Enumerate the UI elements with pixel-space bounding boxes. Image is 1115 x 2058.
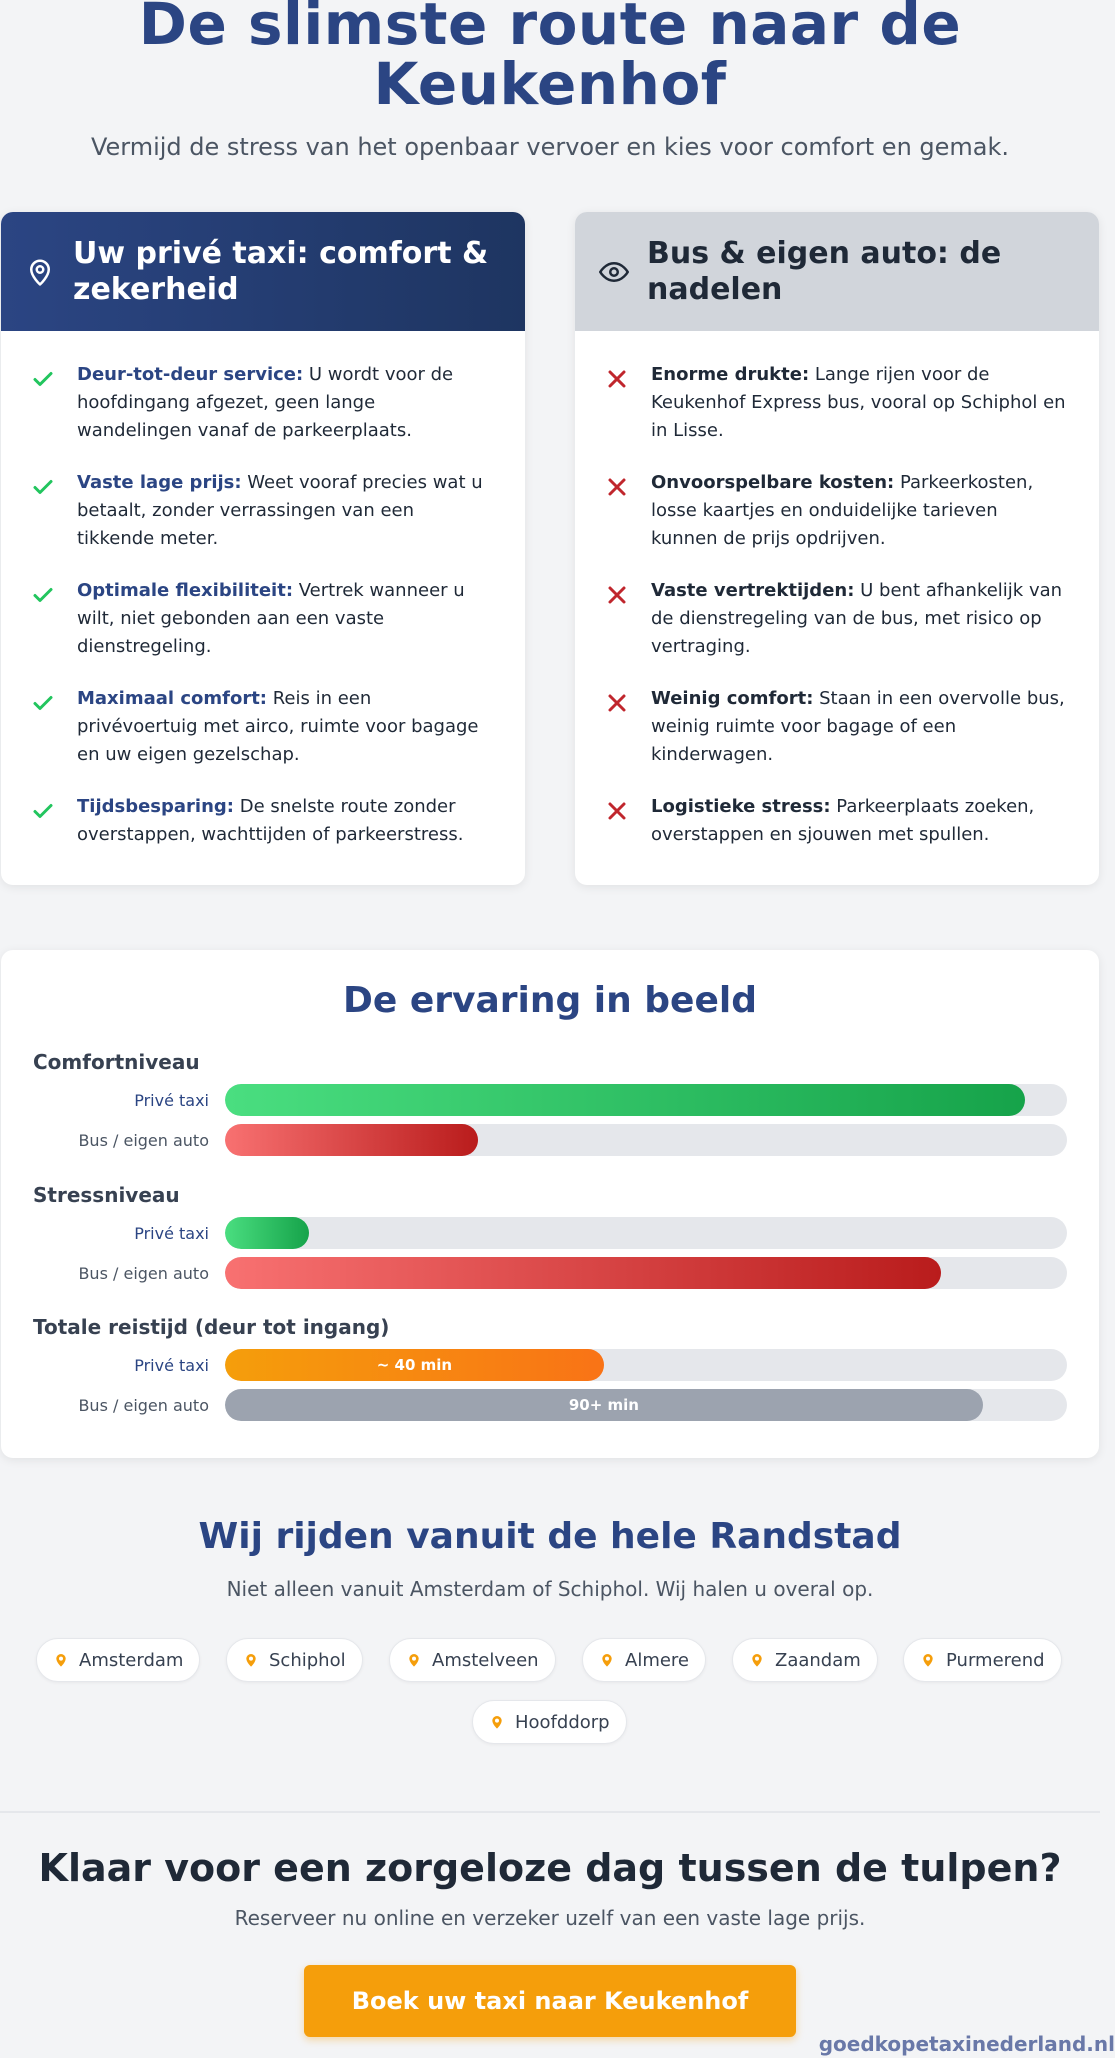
bar-fill-bus: 90+ min <box>225 1389 983 1421</box>
city-chip <box>903 1638 1062 1682</box>
location-pin-icon <box>489 1714 505 1730</box>
metric-group <box>33 1315 1067 1421</box>
list-item-text <box>77 469 495 553</box>
bar-track <box>225 1217 1067 1249</box>
bar-label: Bus / eigen auto <box>78 1130 209 1150</box>
list-item-description: Staan in een overvolle bus, weinig ruimte voor bagage of een kinderwagen. <box>651 688 1065 765</box>
comparison-cards <box>1 212 1099 885</box>
page-title <box>0 0 1100 118</box>
bar-track <box>225 1084 1067 1116</box>
watermark: goedkopetaxinederland.nl <box>818 2032 1115 2056</box>
list-item-text <box>77 793 495 849</box>
city-chip <box>36 1638 200 1682</box>
list-item-text <box>651 577 1069 661</box>
city-name: Almere <box>625 1649 690 1671</box>
eye-icon <box>599 257 629 287</box>
list-item-heading: Optimale flexibiliteit: <box>77 580 294 601</box>
location-pin-icon <box>920 1652 936 1668</box>
list-item-heading: Logistieke stress: <box>651 796 831 817</box>
city-name: Purmerend <box>946 1649 1045 1671</box>
list-item-heading: Maximaal comfort: <box>77 688 267 709</box>
bar-label: Privé taxi <box>134 1223 209 1243</box>
bus-card-header <box>575 212 1099 331</box>
bar-track <box>225 1257 1067 1289</box>
checkmark-icon <box>31 367 55 391</box>
checkmark-icon <box>31 691 55 715</box>
list-item-description: Reis in een privévoertuig met airco, ruimte voor bagage en uw eigen gezelschap. <box>77 688 479 765</box>
bar-fill-taxi: ~ 40 min <box>225 1349 604 1381</box>
taxi-benefits-list <box>1 331 525 849</box>
bar-fill-taxi <box>225 1217 309 1249</box>
experience-panel <box>1 950 1099 1458</box>
city-chip <box>226 1638 363 1682</box>
bar-row-taxi <box>33 1217 1067 1249</box>
checkmark-icon <box>31 475 55 499</box>
list-item-description: Lange rijen voor de Keukenhof Express bus, vooral op Schiphol en in Lisse. <box>651 364 1066 441</box>
city-name: Zaandam <box>775 1649 861 1671</box>
bar-track <box>225 1349 1067 1381</box>
book-taxi-button[interactable]: Boek uw taxi naar Keukenhof <box>304 1965 796 2037</box>
list-item-description: De snelste route zonder overstappen, wachttijden of parkeerstress. <box>77 796 464 845</box>
metric-group <box>33 1183 1067 1289</box>
cross-icon <box>605 367 629 391</box>
metric-title: Totale reistijd (deur tot ingang) <box>33 1315 390 1339</box>
list-item-text <box>651 685 1069 769</box>
page-subtitle: Vermijd de stress van het openbaar vervoer en kies voor comfort en gemak. <box>90 133 1010 161</box>
cross-icon <box>605 475 629 499</box>
list-item-text <box>651 793 1069 849</box>
city-chip <box>472 1700 627 1744</box>
list-item-description: Parkeerplaats zoeken, overstappen en sjouwen met spullen. <box>651 796 1035 845</box>
bar-row-taxi <box>33 1349 1067 1381</box>
list-item-heading: Onvoorspelbare kosten: <box>651 472 895 493</box>
list-item <box>31 361 495 445</box>
list-item-description: U bent afhankelijk van de dienstregeling van de bus, met risico op vertraging. <box>651 580 1063 657</box>
bus-drawbacks-list <box>575 331 1099 849</box>
list-item-text <box>77 685 495 769</box>
bar-label: Privé taxi <box>134 1090 209 1110</box>
regions-subtitle: Niet alleen vanuit Amsterdam of Schiphol. Wij halen u overal op. <box>226 1577 874 1601</box>
checkmark-icon <box>31 583 55 607</box>
location-pin-icon <box>599 1652 615 1668</box>
list-item-heading: Enorme drukte: <box>651 364 810 385</box>
bar-label: Bus / eigen auto <box>78 1263 209 1283</box>
bar-track <box>225 1124 1067 1156</box>
list-item <box>605 469 1069 553</box>
bar-fill-bus <box>225 1124 478 1156</box>
location-pin-icon <box>53 1652 69 1668</box>
list-item-heading: Vaste lage prijs: <box>77 472 242 493</box>
bar-row-bus <box>33 1124 1067 1156</box>
location-pin-icon <box>406 1652 422 1668</box>
location-pin-icon <box>25 257 55 287</box>
city-name: Hoofddorp <box>515 1711 610 1733</box>
city-chip <box>389 1638 556 1682</box>
section-divider <box>0 1811 1100 1813</box>
list-item <box>605 793 1069 849</box>
taxi-card <box>1 212 525 885</box>
cross-icon <box>605 583 629 607</box>
list-item-heading: Weinig comfort: <box>651 688 814 709</box>
bar-row-bus <box>33 1389 1067 1421</box>
city-name: Amstelveen <box>432 1649 539 1671</box>
regions-title: Wij rijden vanuit de hele Randstad <box>198 1516 902 1557</box>
cta-title: Klaar voor een zorgeloze dag tussen de tulpen? <box>38 1846 1062 1890</box>
page-title-line1: De slimste route naar de <box>138 0 962 58</box>
metric-title: Comfortniveau <box>33 1050 200 1074</box>
location-pin-icon <box>243 1652 259 1668</box>
bar-label: Bus / eigen auto <box>78 1395 209 1415</box>
bus-card <box>575 212 1099 885</box>
list-item <box>605 685 1069 769</box>
checkmark-icon <box>31 799 55 823</box>
cta-subtitle: Reserveer nu online en verzeker uzelf van een vaste lage prijs. <box>234 1906 866 1930</box>
bar-fill-taxi <box>225 1084 1025 1116</box>
regions-section <box>0 1516 1100 1601</box>
list-item-description: Parkeerkosten, losse kaartjes en onduidelijke tarieven kunnen de prijs opdrijven. <box>651 472 1034 549</box>
taxi-card-header <box>1 212 525 331</box>
list-item-heading: Deur-tot-deur service: <box>77 364 304 385</box>
list-item-description: Weet vooraf precies wat u betaalt, zonder verrassingen van een tikkende meter. <box>77 472 483 549</box>
list-item-text <box>651 469 1069 553</box>
list-item <box>605 577 1069 661</box>
list-item <box>31 577 495 661</box>
cta-section <box>0 1846 1100 1930</box>
list-item <box>31 793 495 849</box>
bus-card-title: Bus & eigen auto: de nadelen <box>647 235 1002 307</box>
hero-section <box>0 0 1100 161</box>
experience-title: De ervaring in beeld <box>343 980 757 1021</box>
list-item-heading: Tijdsbesparing: <box>77 796 234 817</box>
metric-group <box>33 1050 1067 1156</box>
city-name: Amsterdam <box>79 1649 184 1671</box>
taxi-card-title: Uw privé taxi: comfort & zekerheid <box>73 235 489 307</box>
list-item-description: Vertrek wanneer u wilt, niet gebonden aan een vaste dienstregeling. <box>77 580 465 657</box>
list-item <box>31 469 495 553</box>
cross-icon <box>605 691 629 715</box>
city-name: Schiphol <box>269 1649 346 1671</box>
location-pin-icon <box>749 1652 765 1668</box>
list-item <box>31 685 495 769</box>
list-item-heading: Vaste vertrektijden: <box>651 580 855 601</box>
city-chip <box>732 1638 878 1682</box>
list-item-text <box>77 361 495 445</box>
list-item-text <box>651 361 1069 445</box>
metric-title: Stressniveau <box>33 1183 180 1207</box>
cross-icon <box>605 799 629 823</box>
bar-row-bus <box>33 1257 1067 1289</box>
bar-track <box>225 1389 1067 1421</box>
bar-label: Privé taxi <box>134 1355 209 1375</box>
page-title-line2: Keukenhof <box>373 50 727 118</box>
bar-row-taxi <box>33 1084 1067 1116</box>
city-chip <box>582 1638 706 1682</box>
list-item-text <box>77 577 495 661</box>
bar-fill-bus <box>225 1257 941 1289</box>
list-item-description: U wordt voor de hoofdingang afgezet, geen lange wandelingen vanaf de parkeerplaats. <box>77 364 454 441</box>
list-item <box>605 361 1069 445</box>
